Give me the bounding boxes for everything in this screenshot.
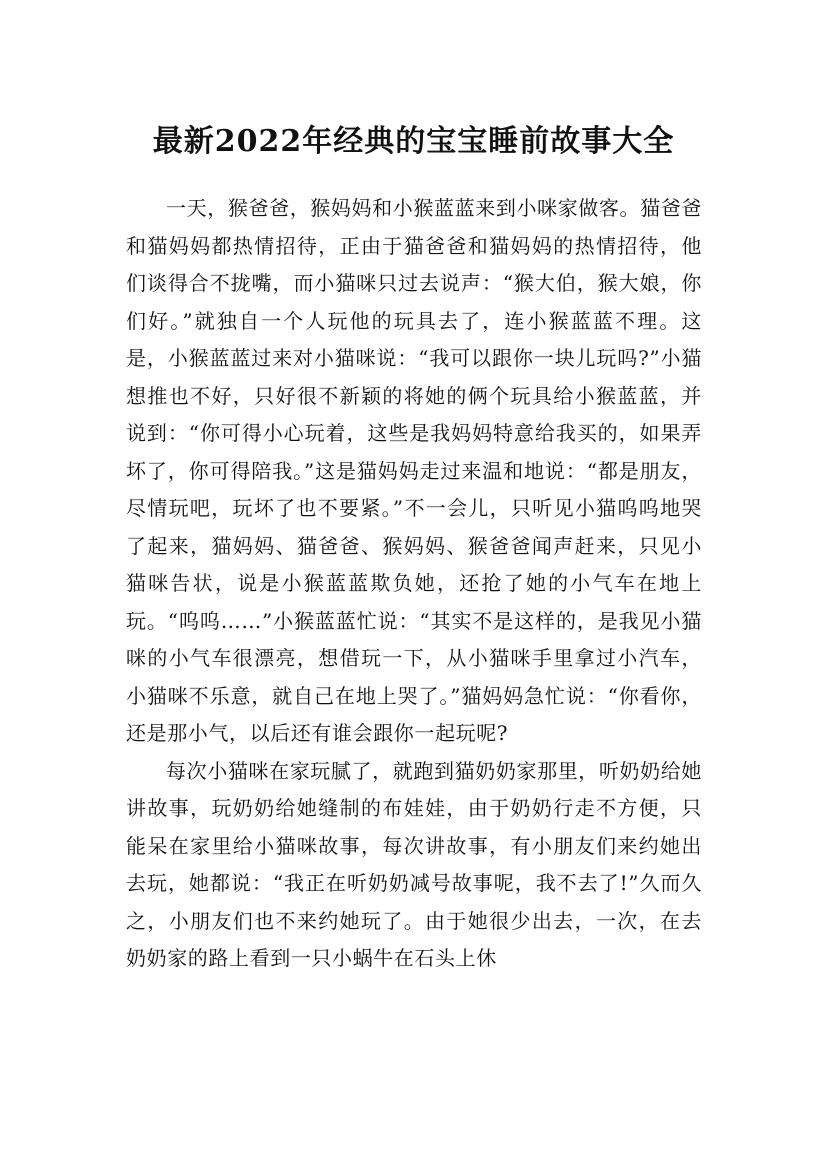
paragraph-2: 每次小猫咪在家玩腻了，就跑到猫奶奶家那里，听奶奶给她讲故事，玩奶奶给她缝制的布娃娃，由于奶奶行走不方便，只能呆在家里给小猫咪故事，每次讲故事，有小朋友们来约她出去玩，她都说：“我正在听奶奶减号故事呢，我不去了!”久而久之，小朋友们也不来约她玩了。由于她很少出去，一次，在去奶奶家的路上看到一只小蜗牛在石头上休 <box>126 758 702 970</box>
document-body <box>126 190 702 978</box>
paragraph-1: 一天，猴爸爸，猴妈妈和小猴蓝蓝来到小咪家做客。猫爸爸和猫妈妈都热情招待，正由于猫爸爸和猫妈妈的热情招待，他们谈得合不拢嘴，而小猫咪只过去说声：“猴大伯，猴大娘，你们好。”就独自一个人玩他的玩具去了，连小猴蓝蓝不理。这是，小猴蓝蓝过来对小猫咪说：“我可以跟你一块儿玩吗?”小猫想推也不好，只好很不新颖的将她的俩个玩具给小猴蓝蓝，并说到：“你可得小心玩着，这些是我妈妈特意给我买的，如果弄坏了，你可得陪我。”这是猫妈妈走过来温和地说：“都是朋友，尽情玩吧，玩坏了也不要紧。”不一会儿，只听见小猫呜呜地哭了起来，猫妈妈、猫爸爸、猴妈妈、猴爸爸闻声赶来，只见小猫咪告状，说是小猴蓝蓝欺负她，还抢了她的小气车在地上玩。“呜呜……”小猴蓝蓝忙说：“其实不是这样的，是我见小猫咪的小气车很漂亮，想借玩一下，从小猫咪手里拿过小汽车，小猫咪不乐意，就自己在地上哭了。”猫妈妈急忙说：“你看你，还是那小气，以后还有谁会跟你一起玩呢? <box>126 196 702 745</box>
document-title: 最新2022年经典的宝宝睡前故事大全 <box>152 124 675 160</box>
